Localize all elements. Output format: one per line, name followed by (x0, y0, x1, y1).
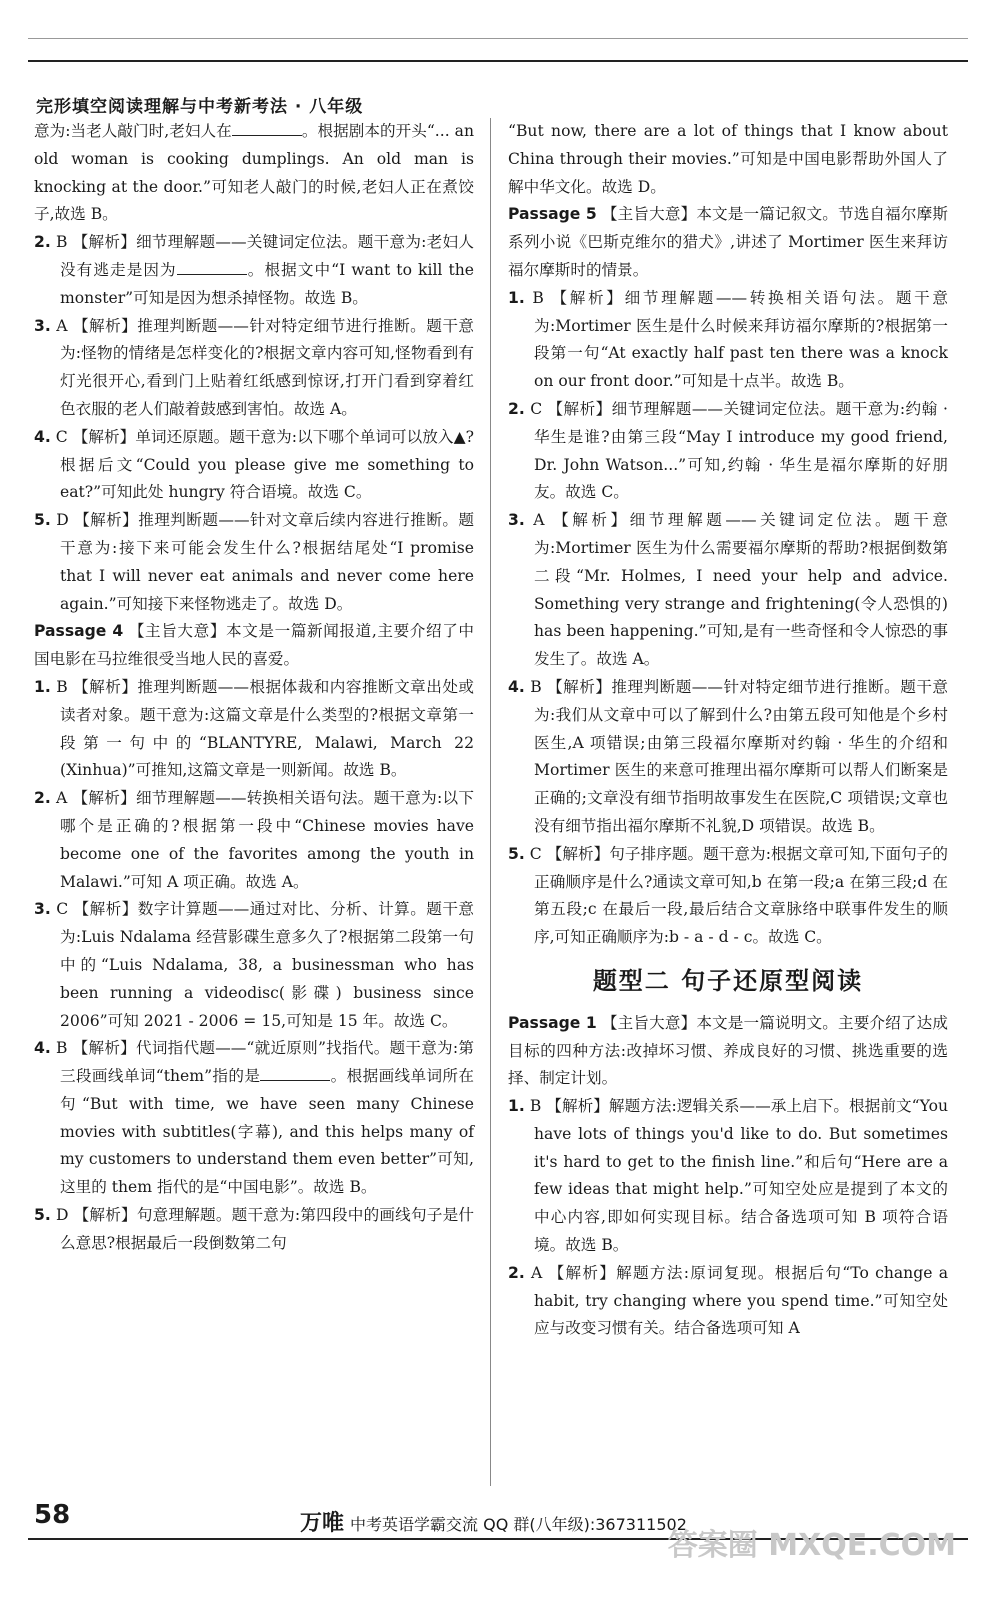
brand-logo: 万唯 (300, 1511, 345, 1536)
top-rule (28, 60, 968, 62)
answer-item: 1. B 【解析】解题方法:逻辑关系——承上启下。根据前文“You have lots of things you'd like to do. But sometimes it's hard to get to the finish line.”和后句“Here are a few ideas that might help.”可知空处应是提到了本文的中心内容,即如何实现目标。结合备选项可知 B 项符合语境。故选 B。 (508, 1097, 948, 1255)
blank-line (177, 260, 247, 275)
answer-continuation: “But now, there are a lot of things that I know about China through their movies.”可知是中国电影帮助外国人了解中华文化。故选 D。 (508, 122, 948, 196)
site-watermark: 答案圈 MXQE.COM (667, 1528, 956, 1563)
right-column (508, 118, 948, 1343)
answer-item: 3. C 【解析】数字计算题——通过对比、分析、计算。题干意为:Luis Ndalama 经营影碟生意多久了?根据第二段第一句中的“Luis Ndalama, 38, a businessman who has been running a videodisc(影碟) business since 2006”可知 2021 - 2006 = 15,可知是 15 年。故选 C。 (34, 900, 474, 1030)
blank-line (260, 1066, 330, 1081)
page-number: 58 (34, 1500, 71, 1530)
passage-heading: Passage 5 【主旨大意】本文是一篇记叙文。节选自福尔摩斯系列小说《巴斯克维尔的猎犬》,讲述了 Mortimer 医生来拜访福尔摩斯时的情景。 (508, 205, 948, 279)
answer-item: 5. D 【解析】句意理解题。题干意为:第四段中的画线句子是什么意思?根据最后一段倒数第二句 (34, 1206, 474, 1252)
answer-item: 1. B 【解析】细节理解题——转换相关语句法。题干意为:Mortimer 医生是什么时候来拜访福尔摩斯的?根据第一段第一句“At exactly half past ten there was a knock on our front door.”可知是十点半。故选 B。 (508, 288, 948, 391)
answer-item: 1. B 【解析】推理判断题——根据体裁和内容推断文章出处或读者对象。题干意为:这篇文章是什么类型的?根据文章第一段第一句中的“BLANTYRE, Malawi, March 22 (Xinhua)”可推知,这篇文章是一则新闻。故选 B。 (34, 677, 474, 780)
column-divider (490, 118, 491, 1486)
section-title: 题型二 句子还原型阅读 (592, 966, 864, 995)
top-rule-thin (28, 38, 968, 39)
running-header: 完形填空阅读理解与中考新考法 · 八年级 (36, 97, 364, 117)
answer-item: 5. D 【解析】推理判断题——针对文章后续内容进行推断。题干意为:接下来可能会发生什么?根据结尾处“I promise that I will never eat animals and never come here again.”可知接下来怪物逃走了。故选 D。 (34, 511, 474, 613)
answer-item: 4. B 【解析】推理判断题——针对特定细节进行推断。题干意为:我们从文章中可以了解到什么?由第五段可知他是个乡村医生,A 项错误;由第三段福尔摩斯对约翰 · 华生的介绍和 Mortimer 医生的来意可推理出福尔摩斯可以帮人们断案是正确的;文章没有细节指明故事发生在医院,C 项错误;文章也没有细节指出福尔摩斯不礼貌,D 项错误。故选 B。 (508, 677, 948, 835)
answer-item: 3. A 【解析】细节理解题——关键词定位法。题干意为:Mortimer 医生为什么需要福尔摩斯的帮助?根据倒数第二段“Mr. Holmes, I need your help and advice. Something very strange and frightening(令人恐惧的) has been happening.”可知,是有一些奇怪和令人惊恐的事发生了。故选 A。 (508, 511, 948, 669)
answer-item: 4. B 【解析】代词指代题——“就近原则”找指代。题干意为:第三段画线单词“them”指的是 。根据画线单词所在句“But with time, we have seen many Chinese movies with subtitles(字幕), and this helps many of my customers to understand them even better”可知,这里的 them 指代的是“中国电影”。故选 B。 (34, 1039, 474, 1197)
left-column (34, 118, 474, 1258)
answer-item: 3. A 【解析】推理判断题——针对特定细节进行推断。题干意为:怪物的情绪是怎样变化的?根据文章内容可知,怪物看到有灯光很开心,看到门上贴着红纸感到惊讶,打开门看到穿着红色衣服的老人们敲着鼓感到害怕。故选 A。 (34, 316, 474, 418)
answer-item: 2. A 【解析】细节理解题——转换相关语句法。题干意为:以下哪个是正确的?根据第一段中“Chinese movies have become one of the favorites among the youth in Malawi.”可知 A 项正确。故选 A。 (34, 789, 474, 891)
passage-heading: Passage 1 【主旨大意】本文是一篇说明文。主要介绍了达成目标的四种方法:改掉坏习惯、养成良好的习惯、挑选重要的选择、制定计划。 (508, 1013, 948, 1088)
footer-info: 万唯 中考英语学霸交流 QQ 群(八年级):367311502 (300, 1511, 687, 1536)
answer-item: 2. C 【解析】细节理解题——关键词定位法。题干意为:约翰 · 华生是谁?由第三段“May I introduce my good friend, Dr. John Watson...”可知,约翰 · 华生是福尔摩斯的好朋友。故选 C。 (508, 399, 948, 502)
answer-continuation: 意为:当老人敲门时,老妇人在 。根据剧本的开头“... an old woman is cooking dumplings. An old man is knocking at the door.”可知老人敲门的时候,老妇人正在煮饺子,故选 B。 (34, 122, 475, 224)
answer-item: 5. C 【解析】句子排序题。题干意为:根据文章可知,下面句子的正确顺序是什么?通读文章可知,b 在第一段;a 在第三段;d 在第五段;c 在最后一段,最后结合文章脉络中联事件发生的顺序,可知正确顺序为:b - a - d - c。故选 C。 (508, 844, 948, 947)
answer-item: 4. C 【解析】单词还原题。题干意为:以下哪个单词可以放入▲?根据后文“Could you please give me something to eat?”可知此处 hungry 符合语境。故选 C。 (34, 427, 474, 502)
passage-heading: Passage 4 【主旨大意】本文是一篇新闻报道,主要介绍了中国电影在马拉维很受当地人民的喜爱。 (34, 622, 474, 669)
answer-item: 2. A 【解析】解题方法:原词复现。根据后句“To change a habit, try changing where you spend time.”可知空处应与改变习惯有关。结合备选项可知 A (508, 1263, 948, 1338)
answer-item: 2. B 【解析】细节理解题——关键词定位法。题干意为:老妇人没有逃走是因为 。根据文中“I want to kill the monster”可知是因为想杀掉怪物。故选 B。 (34, 233, 474, 307)
blank-line (232, 121, 302, 136)
